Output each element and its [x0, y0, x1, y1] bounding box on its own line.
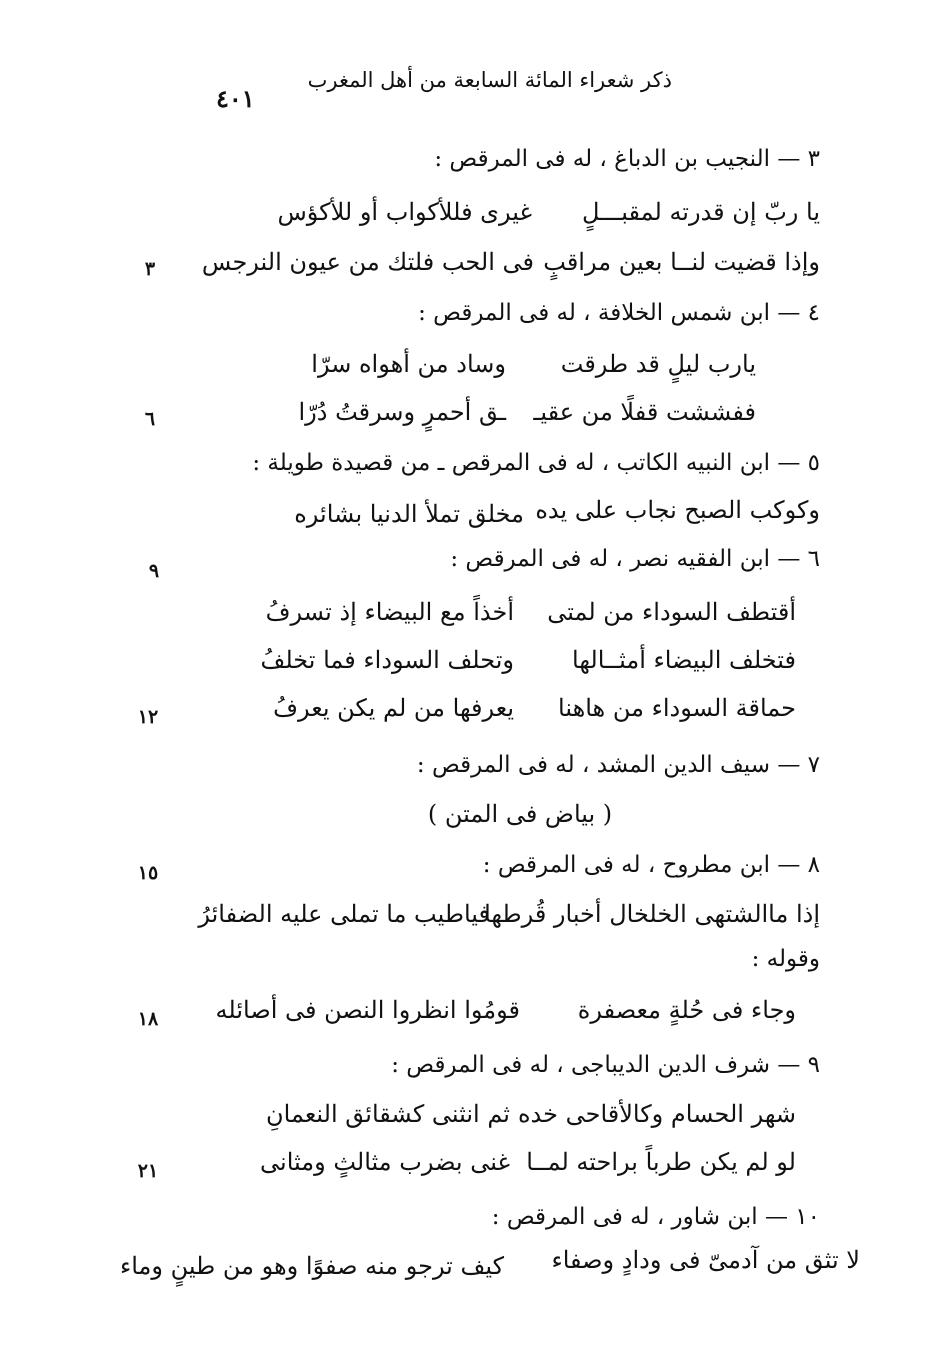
verse-hemistich-right: فتخلف البيضاء أمثــالها	[572, 646, 796, 674]
entry-heading-6: ٦ — ابن الفقيه نصر ، له فى المرقص :	[450, 546, 820, 572]
entry-heading-3: ٣ — النجيب بن الدباغ ، له فى المرقص :	[434, 146, 820, 172]
verse-hemistich-right: لو لم يكن طرباً براحته لمــا	[526, 1148, 796, 1176]
verse-hemistich-right: وكوكب الصبح نجاب على يده	[535, 496, 820, 524]
line-number: ٢١	[137, 1160, 159, 1182]
verse-hemistich-right: حماقة السوداء من هاهنا	[558, 694, 796, 722]
entry-heading-5: ٥ — ابن النبيه الكاتب ، له فى المرقص ـ من قصيدة طويلة :	[252, 450, 820, 476]
verse-hemistich-right: أقتطف السوداء من لمتى	[547, 598, 796, 626]
entry-heading-10: ١٠ — ابن شاور ، له فى المرقص :	[491, 1204, 820, 1230]
line-number: ١٥	[137, 862, 159, 884]
verse-hemistich-left: وتحلف السوداء فما تخلفُ	[260, 646, 514, 674]
entry-heading-9: ٩ — شرف الدين الديباجى ، له فى المرقص :	[391, 1052, 820, 1078]
continuation-label: وقوله :	[751, 946, 820, 972]
blank-in-text-note: ( بياض فى المتن )	[427, 800, 613, 828]
running-header: ذكر شعراء المائة السابعة من أهل المغرب	[307, 68, 672, 92]
verse-hemistich-right: ففششت قفلًا من عقيـ	[533, 398, 756, 426]
verse-hemistich-left: قومُوا انظروا النصن فى أصائله	[215, 996, 520, 1024]
verse-hemistich-left: فى الحب فلتك من عيون النرجس	[201, 248, 534, 276]
verse-hemistich-left: ثم انثنى كشقائق النعمانِ	[266, 1100, 510, 1128]
verse-hemistich-left: وساد من أهواه سرّا	[311, 350, 506, 378]
line-number: ١٢	[137, 706, 159, 728]
verse-hemistich-left: غيرى فللأكواب أو للأكؤس	[277, 198, 532, 226]
verse-hemistich-right: يارب ليلٍ قد طرقت	[560, 350, 756, 378]
verse-hemistich-left: ـق أحمرٍ وسرقتُ دُرّا	[298, 398, 506, 426]
verse-hemistich-left: أخذاً مع البيضاء إذ تسرفُ	[265, 598, 514, 626]
line-number: ٩	[148, 560, 160, 582]
verse-hemistich-left: يعرفها من لم يكن يعرفُ	[273, 694, 514, 722]
line-number: ١٨	[137, 1008, 159, 1030]
verse-hemistich-left: فياطيب ما تملى عليه الضفائرُ	[198, 900, 490, 928]
verse-hemistich-left: كيف ترجو منه صفوًا وهو من طينٍ وماء	[119, 1252, 504, 1280]
entry-heading-7: ٧ — سيف الدين المشد ، له فى المرقص :	[416, 752, 820, 778]
verse-hemistich-right: وجاء فى حُلةٍ معصفرة	[577, 996, 796, 1024]
entry-heading-4: ٤ — ابن شمس الخلافة ، له فى المرقص :	[418, 300, 820, 326]
page-number: ٤٠١	[216, 84, 255, 113]
verse-hemistich-right: وإذا قضيت لنــا بعين مراقبٍ	[543, 248, 820, 276]
line-number: ٣	[144, 258, 156, 280]
verse-hemistich-left: مخلق تملأ الدنيا بشائره	[294, 500, 524, 528]
verse-hemistich-right: إذا ماالشتهى الخلخال أخبار قُرطها	[484, 900, 820, 928]
line-number: ٦	[144, 408, 156, 430]
verse-hemistich-left: غنى بضرب مثالثٍ ومثانى	[260, 1148, 510, 1176]
entry-heading-8: ٨ — ابن مطروح ، له فى المرقص :	[482, 852, 820, 878]
verse-hemistich-right: لا تثق من آدمىّ فى ودادٍ وصفاء	[551, 1246, 860, 1274]
verse-hemistich-right: شهر الحسام وكالأقاحى خده	[517, 1100, 796, 1128]
verse-hemistich-right: يا ربّ إن قدرته لمقبـــلٍ	[581, 198, 820, 226]
